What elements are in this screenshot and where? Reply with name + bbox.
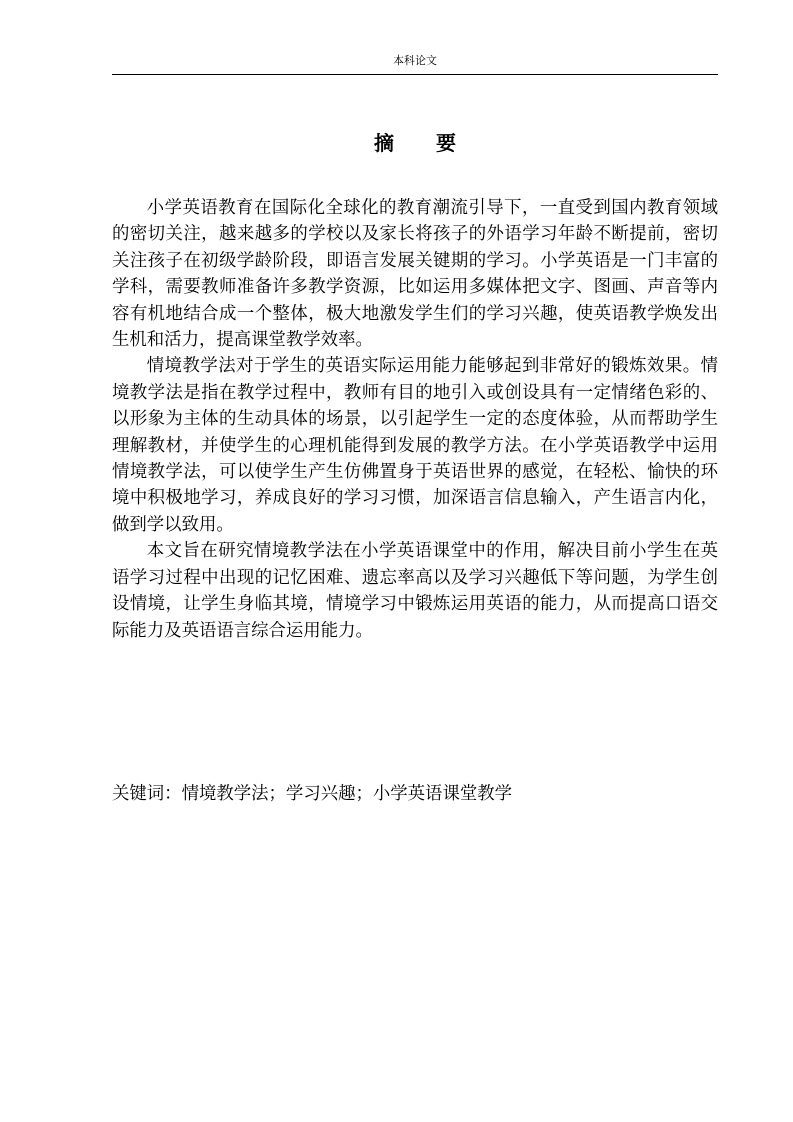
abstract-paragraph-1: 小学英语教育在国际化全球化的教育潮流引导下，一直受到国内教育领域的密切关注，越来越多的学校以及家长将孩子的外语学习年龄不断提前，密切关注孩子在初级学龄阶段，即语言发展关键期的学习。小学英语是一门丰富的学科，需要教师准备许多教学资源，比如运用多媒体把文字、图画、声音等内容有机地结合成一个整体，极大地激发学生们的学习兴趣，使英语教学焕发出生机和活力，提高课堂教学效率。: [112, 198, 718, 351]
abstract-paragraph-3: 本文旨在研究情境教学法在小学英语课堂中的作用，解决目前小学生在英语学习过程中出现的记忆困难、遗忘率高以及学习兴趣低下等问题，为学生创设情境，让学生身临其境，情境学习中锻炼运用英语的能力，从而提高口语交际能力及英语语言综合运用能力。: [112, 541, 718, 641]
abstract-title: 摘要: [374, 131, 498, 155]
keywords-label: 关键词：: [112, 784, 182, 804]
running-header: [112, 52, 718, 75]
running-header-title: 本科论文: [393, 54, 437, 67]
abstract-body: [112, 195, 718, 644]
keywords-line: [112, 781, 718, 807]
keywords-text: 情境教学法；学习兴趣；小学英语课堂教学: [181, 784, 513, 804]
abstract-paragraph-2: 情境教学法对于学生的英语实际运用能力能够起到非常好的锻炼效果。情境教学法是指在教学过程中，教师有目的地引入或创设具有一定情绪色彩的、以形象为主体的生动具体的场景，以引起学生一定的态度体验，从而帮助学生理解教材，并使学生的心理机能得到发展的教学方法。在小学英语教学中运用情境教学法，可以使学生产生仿佛置身于英语世界的感觉，在轻松、愉快的环境中积极地学习，养成良好的学习习惯，加深语言信息输入，产生语言内化，做到学以致用。: [112, 356, 718, 535]
